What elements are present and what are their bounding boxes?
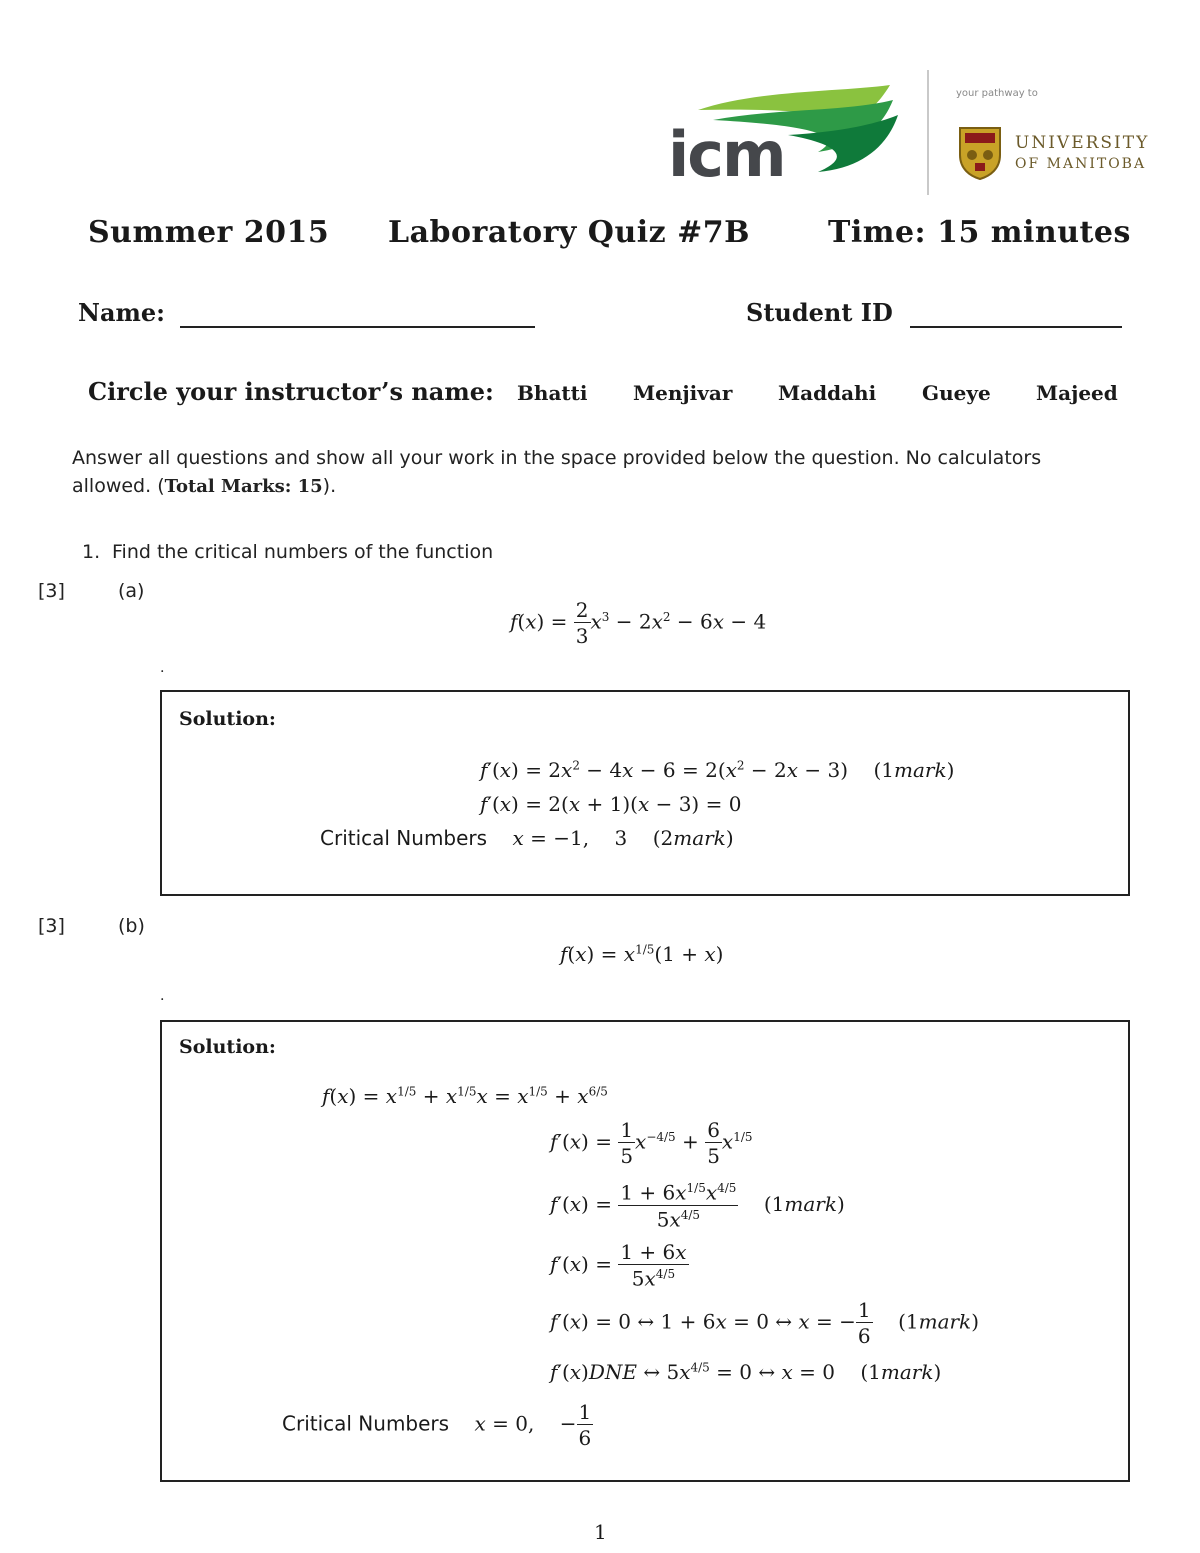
name-label: Name: [78, 298, 166, 327]
derivative-step-1: f′(x) = $\frac{1}{5}$ $x^{-4/5}$ + $\frac{6}{5}$ $x^{1/5}$ [550, 1118, 753, 1168]
expanded-function: $f(x) = x^{1/5} + x^{1/5}x = x^{1/5} + x^{6/5}$ [322, 1084, 608, 1108]
part-b-function: $f(x) = x^{1/5}(1 + x)$ [560, 942, 724, 966]
part-a-marks: [3] [38, 580, 65, 602]
page-number: 1 [594, 1520, 607, 1544]
university-crest [957, 125, 1003, 181]
pathway-text: your pathway to [956, 88, 1038, 99]
quiz-title: Laboratory Quiz #7B [388, 215, 750, 250]
critical-numbers-label: Critical Numbers [282, 1411, 450, 1436]
question-number: 1. [82, 541, 101, 563]
student-id-field[interactable] [910, 326, 1122, 328]
name-field[interactable] [180, 326, 535, 328]
critical-numbers-label: Critical Numbers [320, 826, 488, 850]
instructions-line2-pre: allowed. ( [72, 475, 165, 497]
critical-numbers-line: Critical Numbers x = −1, 3 (2mark) [320, 826, 734, 850]
total-marks: Total Marks: 15 [164, 476, 323, 497]
derivative-step-2: f′(x) = $\frac{1 + 6x^{1/5}x^{4/5}}{5x^{4/5}}$ (1mark) [550, 1180, 845, 1232]
student-id-label: Student ID [746, 298, 893, 327]
derivative-line-1: $f'(x) = 2x^2 - 4x - 6 = 2(x^2 - 2x - 3)$ (1mark) [480, 758, 955, 782]
crest-icon [957, 125, 1003, 181]
university-name-line2: OF MANITOBA [1015, 156, 1147, 172]
solution-label: Solution: [179, 708, 276, 730]
dot: . [160, 660, 165, 676]
dot: . [160, 988, 165, 1004]
logo-divider [927, 70, 929, 195]
time-title: Time: 15 minutes [828, 215, 1131, 250]
instructor-option[interactable]: Maddahi [778, 381, 877, 405]
solution-box-a [160, 690, 1130, 896]
university-name-line1: UNIVERSITY [1015, 133, 1150, 153]
part-a-function: f(x) = $\frac{2}{3}$ $x^3 - 2x^2 - 6x - 4$ [510, 598, 767, 648]
term-title: Summer 2015 [88, 215, 330, 250]
instructor-option[interactable]: Bhatti [517, 381, 588, 405]
part-a-label: (a) [118, 580, 145, 602]
instructor-option[interactable]: Majeed [1036, 381, 1118, 405]
derivative-dne: f′(x)DNE ↔ $5x^{4/5} = 0$ ↔ x = 0 (1mark) [550, 1360, 942, 1384]
instructions-line1: Answer all questions and show all your work in the space provided below the question. No calculators [72, 447, 1042, 469]
instructor-option[interactable]: Gueye [922, 381, 991, 405]
instructor-option[interactable]: Menjivar [633, 381, 733, 405]
icm-wordmark: icm [668, 118, 785, 191]
derivative-step-3: f′(x) = $\frac{1 + 6x}{5x^{4/5}}$ [550, 1240, 687, 1291]
instructions-line2-post: ). [322, 475, 337, 497]
part-b-marks: [3] [38, 915, 65, 937]
solution-box-b [160, 1020, 1130, 1482]
instructor-prompt: Circle your instructor’s name: [88, 377, 494, 406]
derivative-line-2: f′(x) = 2(x + 1)(x − 3) = 0 [480, 792, 742, 816]
derivative-zero: f′(x) = 0 ↔ 1 + 6x = 0 ↔ x = − $\frac{1}{6}$ (1mark) [550, 1298, 979, 1348]
question-text: Find the critical numbers of the function [112, 541, 494, 563]
critical-numbers-line: Critical Numbers x = 0, − $\frac{1}{6}$ [282, 1400, 592, 1450]
instructions-line2 [72, 472, 336, 501]
solution-label: Solution: [179, 1036, 276, 1058]
part-b-label: (b) [118, 915, 145, 937]
